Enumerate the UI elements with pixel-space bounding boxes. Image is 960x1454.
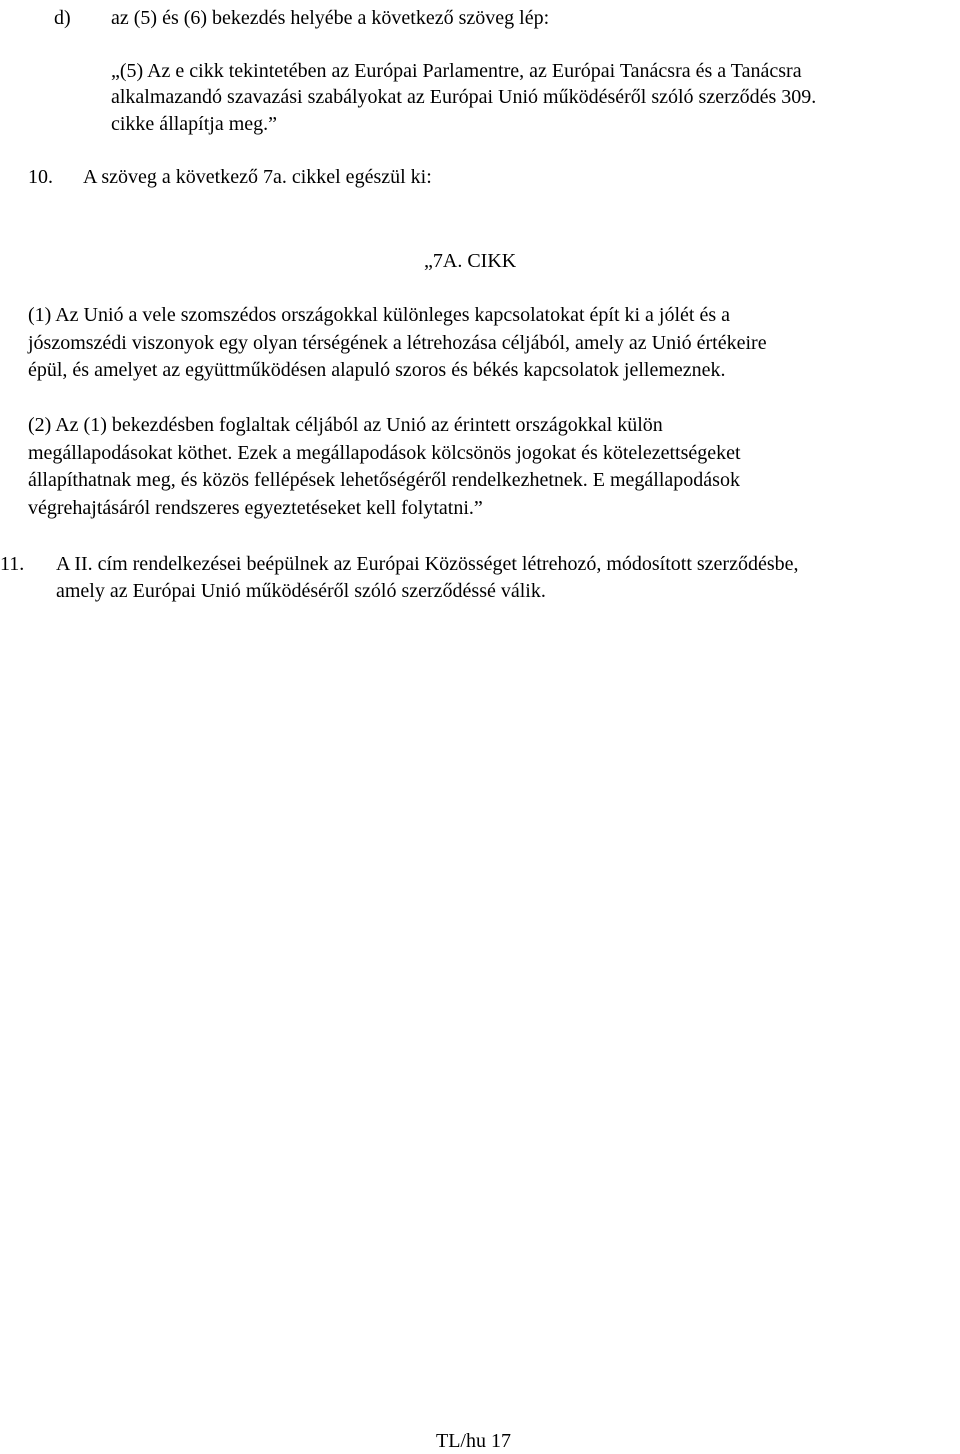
point-d-text: az (5) és (6) bekezdés helyébe a következő szöveg lép: xyxy=(111,7,550,29)
quote-5-line-2: alkalmazandó szavazási szabályokat az Európai Unió működéséről szóló szerződés 309. xyxy=(111,86,817,108)
point-10-label: 10. xyxy=(28,166,53,188)
paragraph-1-line-3: épül, és amelyet az együttműködésen alapuló szoros és békés kapcsolatok jellemeznek. xyxy=(28,359,726,381)
paragraph-2-line-4: végrehajtásáról rendszeres egyeztetéseket kell folytatni.” xyxy=(28,497,483,519)
point-10-text: A szöveg a következő 7a. cikkel egészül ki: xyxy=(83,166,432,188)
paragraph-1-line-2: jószomszédi viszonyok egy olyan térségének a létrehozása céljából, amely az Unió értékeire xyxy=(28,332,767,354)
page-footer: TL/hu 17 xyxy=(436,1430,511,1452)
point-d-label: d) xyxy=(54,7,71,29)
point-11-line-1: A II. cím rendelkezései beépülnek az Európai Közösséget létrehozó, módosított szerződésbe, xyxy=(56,553,799,575)
article-heading: „7A. CIKK xyxy=(424,250,517,272)
quote-5-line-1: „(5) Az e cikk tekintetében az Európai Parlamentre, az Európai Tanácsra és a Tanácsra xyxy=(111,60,802,82)
paragraph-2-line-1: (2) Az (1) bekezdésben foglaltak céljából az Unió az érintett országokkal külön xyxy=(28,414,663,436)
paragraph-2-line-3: állapíthatnak meg, és közös fellépések lehetőségéről rendelkezhetnek. E megállapodások xyxy=(28,469,740,491)
paragraph-1-line-1: (1) Az Unió a vele szomszédos országokkal különleges kapcsolatokat épít ki a jólét és a xyxy=(28,304,731,326)
point-11-line-2: amely az Európai Unió működéséről szóló szerződéssé válik. xyxy=(56,580,546,602)
quote-5-line-3: cikke állapítja meg.” xyxy=(111,113,278,135)
paragraph-2-line-2: megállapodásokat köthet. Ezek a megállapodások kölcsönös jogokat és kötelezettségeket xyxy=(28,442,741,464)
point-11-label: 11. xyxy=(0,553,25,575)
